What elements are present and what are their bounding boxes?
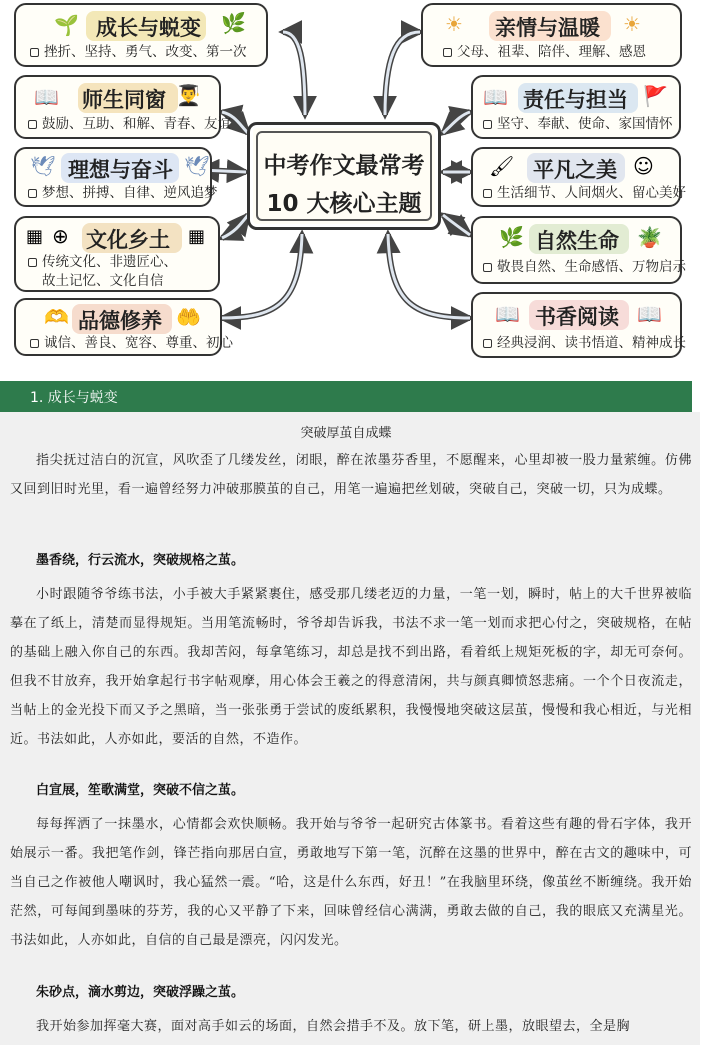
topic-card-responsibility bbox=[471, 75, 681, 139]
topic-card-culture-hometown bbox=[14, 216, 220, 292]
topic-title: 理想与奋斗 bbox=[68, 158, 173, 182]
topic-card-teachers-classmates bbox=[14, 75, 231, 139]
topic-card-growth bbox=[14, 3, 268, 67]
topic-keywords: 经典浸润、读书悟道、精神成长 bbox=[483, 334, 686, 353]
section-heading: 1. 成长与蜕变 bbox=[30, 390, 118, 406]
plant-icon: 🪴 bbox=[637, 225, 662, 249]
paragraph: 每每挥洒了一抹墨水，心情都会欢快顺畅。我开始与爷爷一起研究古体篆书。看着这些有趣的骨石字体，我开始展示一番。我把笔作剑，锋芒指向那居白宣，勇敢地写下第一笔，沉醉在这墨的世界中，醉在古文的趣味中，可当自己之作被他人嘲讽时，我心猛然一震。“哈，这是什么东西，好丑！”在我脑里环绕，像茧丝不断缠绕。我开始茫然，可每闻到墨味的芬芳，我的心又平静了下来，回味曾经信心满满，勇敢去做的自己，我的眼底又充满星光。书法如此，人亦如此，自信的自己最是漂亮，闪闪发光。 bbox=[10, 817, 692, 948]
article-body bbox=[0, 412, 700, 1045]
central-title-line1: 中考作文最常考 bbox=[263, 153, 425, 179]
topic-title: 师生同窗 bbox=[82, 88, 166, 112]
paragraph: 我开始参加挥毫大赛，面对高手如云的场面，自然会措手不及。放下笔，研上墨，放眼望去，全是胸 bbox=[36, 1019, 631, 1034]
seedling-icon: 🌱 bbox=[54, 13, 79, 37]
book-icon: 📖 bbox=[495, 302, 520, 326]
topic-keywords: 父母、祖辈、陪伴、理解、感恩 bbox=[443, 43, 646, 62]
topic-card-reading bbox=[471, 292, 686, 358]
topic-title: 书香阅读 bbox=[535, 305, 619, 329]
topic-keywords: 梦想、拼搏、自律、逆风追梦 bbox=[28, 184, 218, 203]
drum-icon: ⊕ bbox=[52, 224, 69, 248]
central-title-line2: 10 大核心主题 bbox=[266, 191, 422, 217]
article-title: 突破厚茧自成蝶 bbox=[300, 426, 392, 441]
topic-keywords: 敬畏自然、生命感悟、万物启示 bbox=[483, 258, 686, 277]
wing-right-icon: 🕊 bbox=[184, 154, 210, 178]
book-icon: 📖 bbox=[637, 302, 662, 326]
subheading: 墨香绕，行云流水，突破规格之茧。 bbox=[36, 553, 245, 568]
topic-title: 自然生命 bbox=[535, 229, 619, 253]
topic-keywords: 坚守、奉献、使命、家国情怀 bbox=[483, 115, 673, 134]
central-topic-box bbox=[247, 122, 441, 230]
topic-keywords: 传统文化、非遗匠心、 故土记忆、文化自信 bbox=[28, 253, 177, 291]
topic-card-ideal-struggle bbox=[14, 147, 218, 207]
topic-title: 成长与蜕变 bbox=[96, 16, 201, 40]
topic-keywords: 鼓励、互助、和解、青春、友谊 bbox=[28, 115, 231, 134]
sun-icon: ☀ bbox=[623, 12, 641, 36]
brush-icon: 🖌 bbox=[489, 154, 515, 178]
lattice-icon: ▦ bbox=[26, 226, 44, 247]
topic-title: 责任与担当 bbox=[523, 88, 628, 112]
topic-card-morality bbox=[14, 298, 233, 356]
topic-keywords: 诚信、善良、宽容、尊重、初心 bbox=[30, 334, 233, 353]
topic-title: 亲情与温暖 bbox=[495, 16, 600, 40]
tree-icon: 🌿 bbox=[499, 225, 524, 249]
subheading: 朱砂点，滴水剪边，突破浮躁之茧。 bbox=[36, 985, 245, 1000]
topic-title: 品德修养 bbox=[78, 309, 162, 333]
subheading: 白宣展，笙歌满堂，突破不信之茧。 bbox=[36, 783, 245, 798]
heart-hands-icon: 🤲 bbox=[176, 305, 201, 329]
topic-card-family bbox=[421, 3, 682, 67]
topic-card-ordinary-beauty bbox=[471, 147, 686, 207]
topic-card-nature-life bbox=[471, 216, 686, 284]
section-heading-bar bbox=[0, 381, 692, 412]
graduate-icon: 👨‍🎓 bbox=[176, 83, 201, 107]
topic-title: 文化乡土 bbox=[86, 228, 170, 252]
topic-title: 平凡之美 bbox=[533, 158, 617, 182]
topic-keywords: 生活细节、人间烟火、留心美好 bbox=[483, 184, 686, 203]
mind-map bbox=[0, 0, 700, 372]
paragraph: 指尖抚过洁白的沉宣，风吹歪了几缕发丝，闭眼，醉在浓墨芬香里，不愿醒来，心里却被一股力量萦缠。仿佛又回到旧时光里，看一遍曾经努力冲破那膜茧的自己，用笔一遍遍把丝划破，突破自己，突破一切，只为成蝶。 bbox=[10, 453, 692, 497]
flag-icon: 🚩 bbox=[643, 84, 668, 108]
paragraph: 小时跟随爷爷练书法，小手被大手紧紧裹住，感受那几缕老迈的力量，一笔一划，瞬时，帖上的大千世界被临摹在了纸上，清楚而显得规矩。当用笔流畅时，爷爷却告诉我，书法不求一笔一划而求把心付之，突破规格，在帖的基础上融入你自己的东西。我却苦闷，每拿笔练习，却总是找不到出路，看着纸上规矩死板的字，却无可奈何。但我不甘放弃，我开始拿起行书字帖观摩，用心体会王羲之的得意清闲，共与颜真卿愤怒悲痛。一个个日夜流走，当帖上的金光投下而又予之黑暗，当一张张勇于尝试的废纸累积，我慢慢地突破这层茧，慢慢和我心相近，与光相近。书法如此，人亦如此，要活的自然，不造作。 bbox=[10, 587, 692, 747]
book-icon: 📖 bbox=[483, 85, 508, 109]
lattice-icon: ▦ bbox=[188, 226, 206, 247]
book-icon: 📖 bbox=[34, 85, 59, 109]
heart-hand-icon: 🫶 bbox=[44, 305, 69, 329]
sun-icon: ☀ bbox=[445, 12, 463, 36]
faces-icon: ☺ bbox=[633, 154, 654, 178]
topic-keywords: 挫折、坚持、勇气、改变、第一次 bbox=[30, 43, 247, 62]
sprout-icon: 🌿 bbox=[221, 11, 246, 35]
wing-left-icon: 🕊 bbox=[30, 154, 56, 178]
